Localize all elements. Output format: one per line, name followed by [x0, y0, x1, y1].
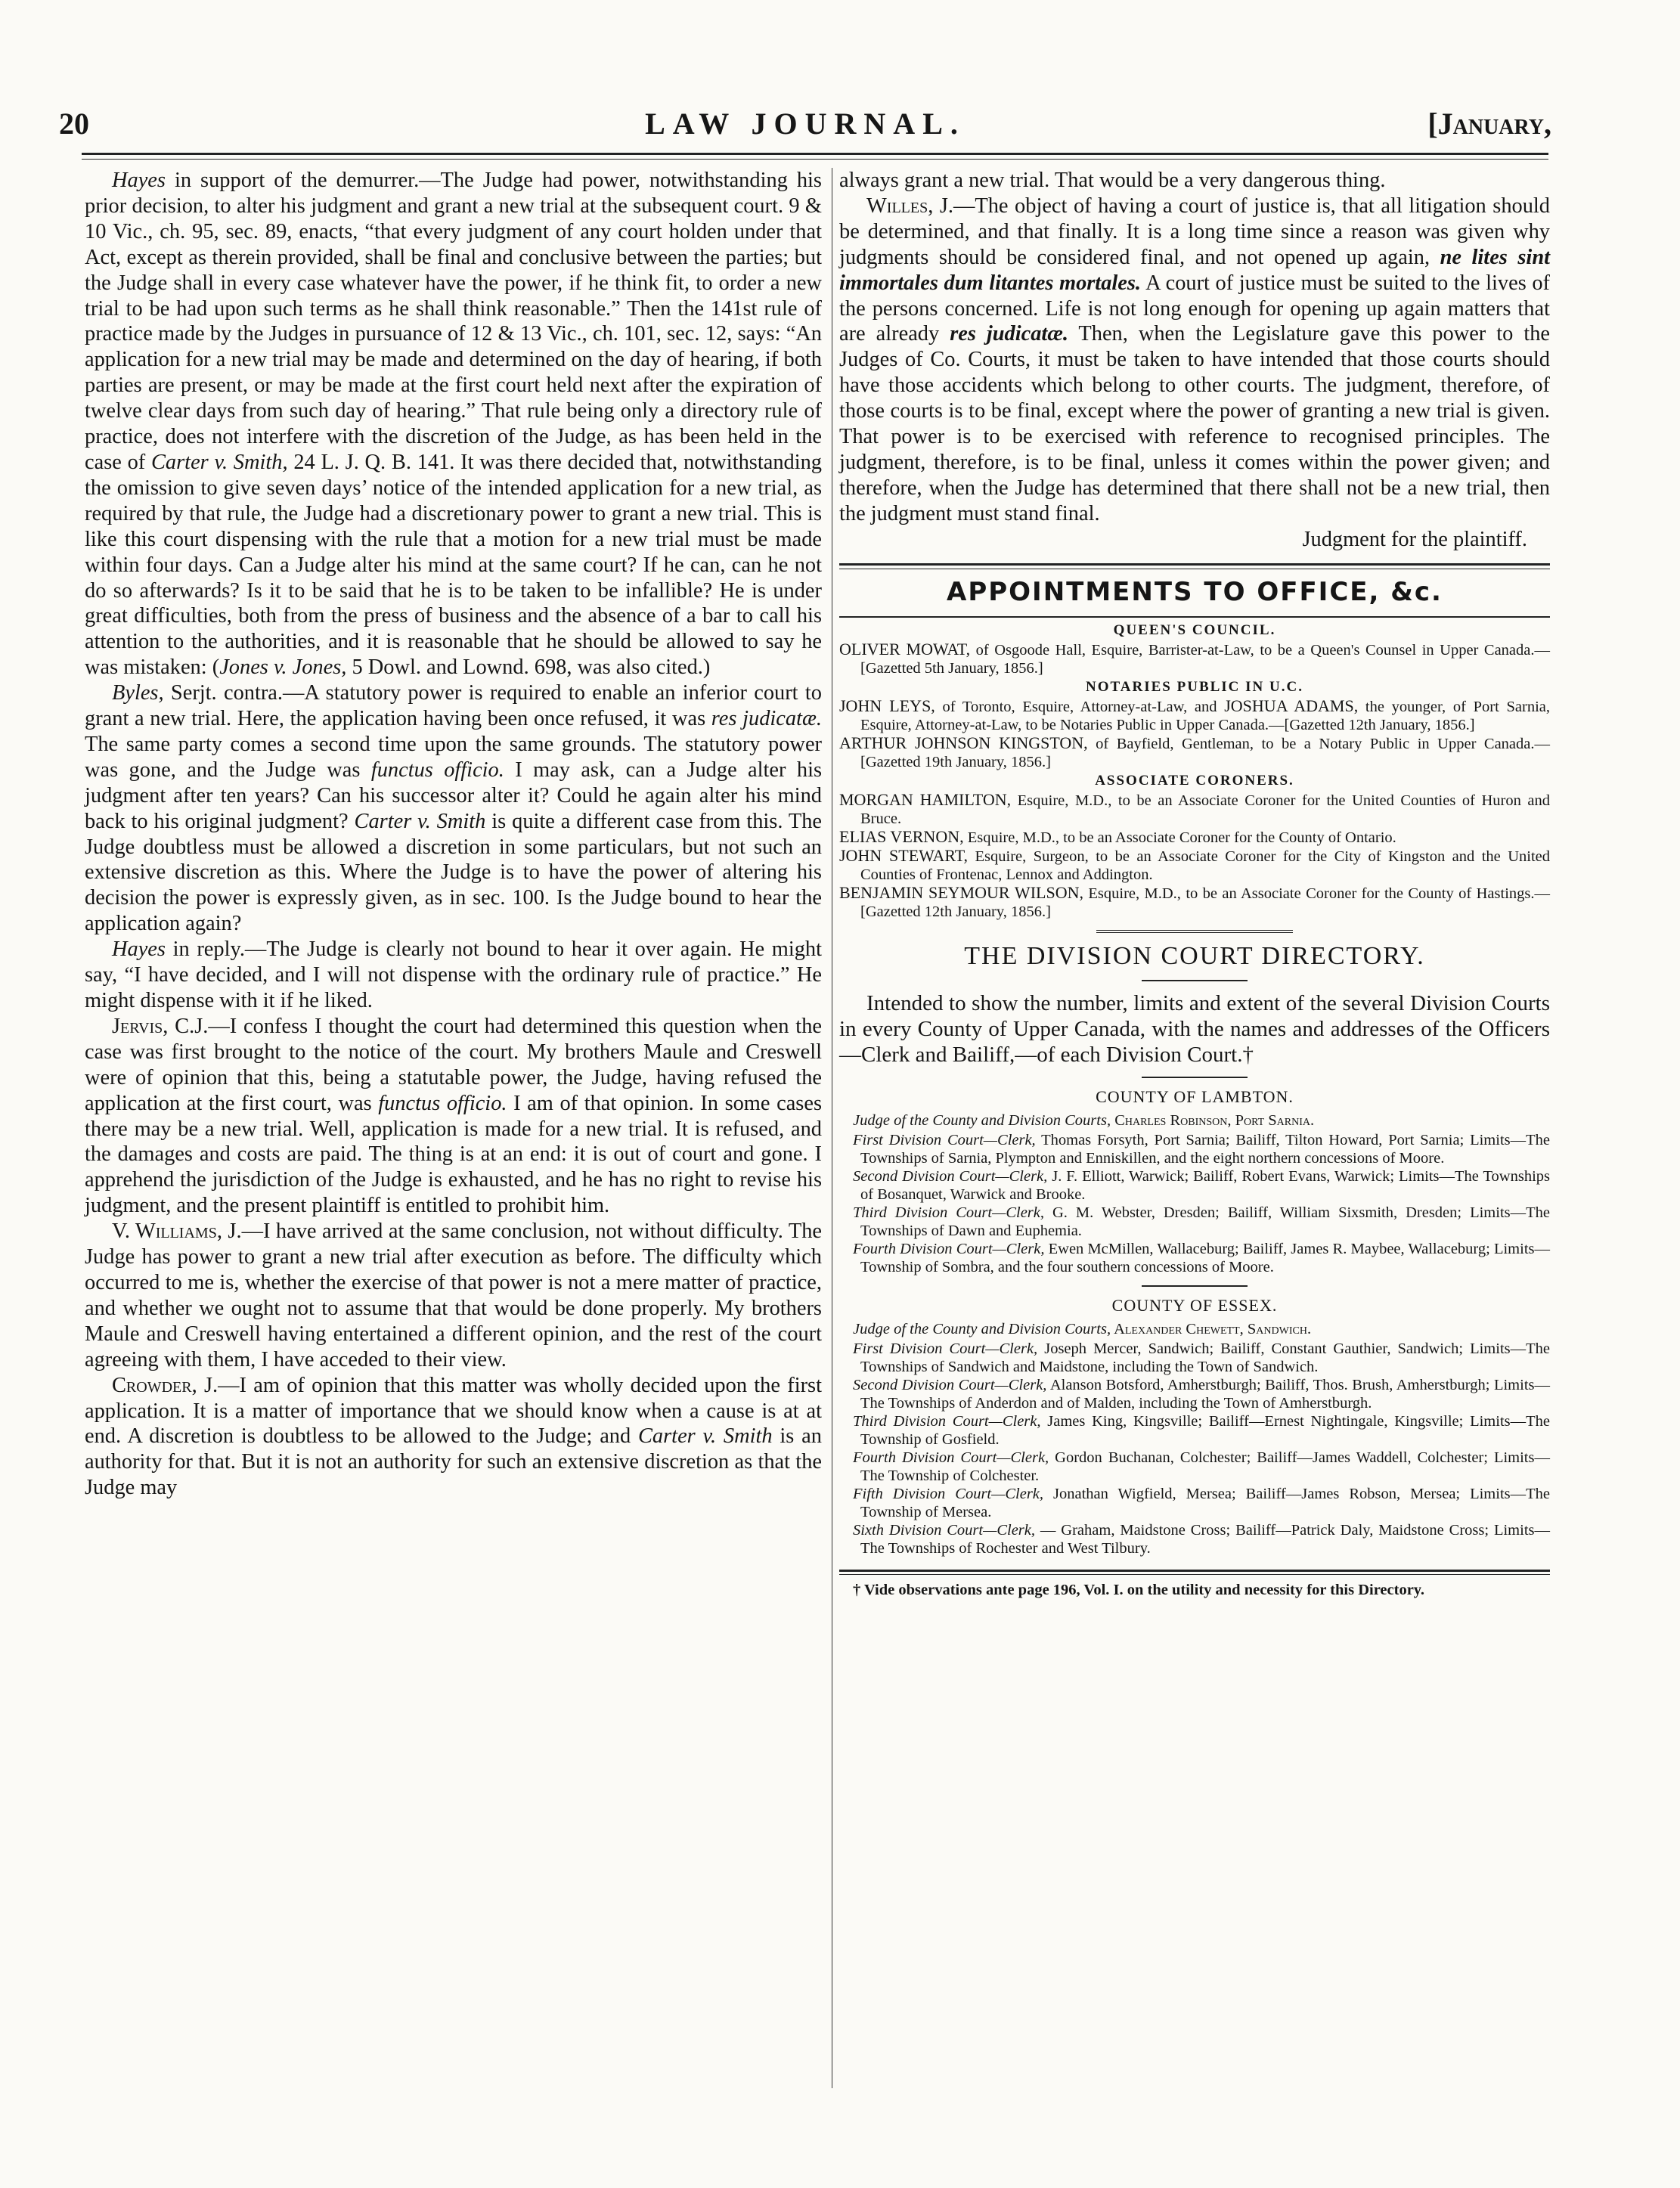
latin-maxim: ne lites sint immortales dum litantes mortales.	[839, 245, 1551, 295]
appointment-entry	[839, 697, 1550, 734]
case-citation: Carter v. Smith	[638, 1424, 773, 1449]
paragraph-williams	[85, 1219, 822, 1372]
appointment-text: of Toronto, Esquire, Attorney-at-Law, and	[935, 698, 1225, 715]
latin-term: res judicatæ.	[711, 707, 822, 731]
judgment-line: Judgment for the plaintiff.	[1302, 527, 1527, 551]
court-details: Ewen McMillen, Wallaceburg; Bailiff, James R. Maybee, Wallaceburg; Limits—Township of Sombra, and the four southern concessions of Moore.	[860, 1240, 1550, 1275]
paragraph-text: Serjt. contra.—A statutory power is required to enable an inferior court to grant a new trial. Here, the application having been once refused, it was	[85, 681, 822, 731]
speaker-name: Hayes	[112, 937, 166, 962]
county-heading-essex: COUNTY OF ESSEX.	[1111, 1295, 1278, 1315]
running-month: [January,	[1427, 107, 1551, 141]
paragraph-text: —I have arrived at the same conclusion, not without difficulty. The Judge has power to grant a new trial after execution as before. The difficulty which occurred to me is, whether the exercise of that power is not a mere matter of practice, and whether we ought not to assume that that would be done properly. My brothers Maule and Creswell having entertained a different opinion, and the rest of the court agreeing with them, I have acceded to their view.	[85, 1220, 822, 1371]
section-rule	[839, 563, 1550, 569]
court-details: Jonathan Wigfield, Mersea; Bailiff—James Robson, Mersea; Limits—The Township of Mersea.	[860, 1485, 1550, 1520]
case-citation: Carter v. Smith,	[151, 450, 288, 474]
coroners-heading: ASSOCIATE CORONERS.	[1095, 772, 1294, 789]
division-court-entry	[839, 1340, 1550, 1376]
directory-title: THE DIVISION COURT DIRECTORY.	[964, 941, 1425, 970]
judge-label: Judge of the County and Division Courts,	[853, 1111, 1111, 1129]
judge-name: Alexander Chewett, Sandwich.	[1111, 1320, 1312, 1337]
county-judge	[839, 1320, 1550, 1338]
appointment-text: of Osgoode Hall, Esquire, Barrister-at-Law, to be a Queen's Counsel in Upper Canada.—[Gazetted 5th January, 1856.]	[860, 641, 1551, 677]
appointment-entry	[839, 734, 1550, 771]
directory-intro: Intended to show the number, limits and extent of the several Division Courts in every County of Upper Canada, with the names and addresses of the Officers—Clerk and Bailiff,—of each Division Court.†	[839, 990, 1550, 1067]
appointment-text: Esquire, M.D., to be an Associate Coroner for the County of Ontario.	[963, 829, 1396, 846]
right-column	[839, 168, 1550, 1599]
section-rule	[1142, 980, 1248, 981]
division-court-entry	[839, 1412, 1550, 1449]
paragraph-crowder	[85, 1373, 822, 1502]
court-details: G. M. Webster, Dresden; Bailiff, William Sixsmith, Dresden; Limits—The Townships of Dawn and Euphemia.	[860, 1204, 1550, 1239]
footnote-rule	[839, 1570, 1550, 1575]
appointment-entry	[839, 847, 1550, 884]
court-label: Second Division Court—Clerk,	[853, 1376, 1047, 1393]
appointment-entry	[839, 884, 1550, 921]
paragraph-text: 24 L. J. Q. B. 141. It was there decided that, notwithstanding the omission to give seven days’ notice of the intended application for a new trial, as required by that rule, the Judge had a discretionary power to grant a new trial. This is like this court dispensing with the rule that a motion for a new trial must be made within four days. Can a Judge alter his mind at the same court? If he can, can he not do so afterwards? Is it to be said that he is to be taken to be infallible? He is under great difficulties, both from the press of business and the absence of a bar to call his attention to the authorities, and it is reasonable that he should be allowed to say he was mistaken: (	[85, 450, 822, 680]
division-court-entry	[839, 1485, 1550, 1521]
appointment-text: the younger, of Port Sarnia, Esquire, Attorney-at-Law, to be Notaries Public in Upper Canada.—[Gazetted 12th January, 1856.]	[860, 698, 1550, 733]
division-court-entry	[839, 1204, 1550, 1240]
judge-name: Crowder, J.	[112, 1373, 219, 1397]
paragraph-text: —I confess I thought the court had determined this question when the case was first brought to the notice of the court. My brothers Maule and Creswell were of opinion that this, being a statutable power, the Judge, having refused the application at the first court, was	[85, 1014, 822, 1115]
appointee-name: JOHN STEWART,	[839, 845, 969, 865]
paragraph-text: in reply.—The Judge is clearly not bound to hear it over again. He might say, “I have decided, and I will not dispense with the ordinary rule of practice.” He might dispense with it if he liked.	[85, 937, 822, 1012]
footnote: † Vide observations ante page 196, Vol. I. on the utility and necessity for this Directory.	[853, 1581, 1425, 1598]
court-details: James King, Kingsville; Bailiff—Ernest Nightingale, Kingsville; Limits—The Township of Gosfield.	[860, 1412, 1550, 1448]
section-rule	[1096, 930, 1293, 933]
appointee-name: JOHN LEYS,	[839, 696, 935, 715]
paragraph-text: in support of the demurrer.—The Judge had power, notwithstanding his prior decision, to alter his judgment and grant a new trial at the subsequent court. 9 & 10 Vic., ch. 95, sec. 89, enacts, “that every judgment of any court holden under that Act, except as therein provided, shall be final and conclusive between the parties; but the Judge shall in every case whatever have the power, if he think fit, to order a new trial to be had upon such terms as he shall think reasonable.” Then the 141st rule of practice made by the Judges in pursuance of 12 & 13 Vic., ch. 101, sec. 12, says: “An application for a new trial may be made and determined on the day of hearing, if both parties are present, or may be made at the first court held next after the expiration of twelve clear days from such day of hearing.” That rule being only a directory rule of practice, does not interfere with the discretion of the Judge, as has been held in the case of	[85, 169, 822, 474]
appointment-entry	[839, 791, 1550, 828]
court-details: Gordon Buchanan, Colchester; Bailiff—James Waddell, Colchester; Limits—The Township of Colchester.	[860, 1449, 1550, 1484]
division-court-entry	[839, 1131, 1550, 1167]
court-label: Third Division Court—Clerk,	[853, 1412, 1041, 1430]
paragraph-text: is an authority for that. But it is not an authority for such an extensive discretion as that the Judge may	[85, 1424, 822, 1500]
paragraph-willes	[839, 194, 1550, 527]
paragraph-text: Then, when the Legislature gave this power to the Judges of Co. Courts, it must be taken to have intended that those courts should have those accidents which belong to other courts. The judgment, therefore, of those courts is to be final, except where the power of granting a new trial is given. That power is to be exercised with reference to recognised principles. The judgment, therefore, is to be final, unless it comes within the power given; and therefore, when the Judge has determined that there shall not be a new trial, then the judgment must stand final.	[839, 322, 1551, 525]
paragraph-text: I may ask, can a Judge alter his judgment after ten years? Can his successor alter it? Could he again alter his mind back to his original judgment?	[85, 758, 823, 833]
court-label: Fourth Division Court—Clerk,	[853, 1240, 1045, 1257]
latin-term: functus officio.	[370, 758, 504, 782]
appointment-text: Esquire, M.D., to be an Associate Coroner for the County of Hastings.—[Gazetted 12th January, 1856.]	[860, 885, 1550, 920]
case-citation: Carter v. Smith	[354, 809, 486, 833]
appointee-name: ELIAS VERNON,	[839, 826, 964, 846]
appointment-text: Esquire, Surgeon, to be an Associate Coroner for the City of Kingston and the United Counties of Frontenac, Lennox and Addington.	[860, 848, 1550, 883]
appointment-entry	[839, 640, 1550, 677]
judge-name: Willes, J.	[866, 194, 953, 218]
appointment-text: of Bayfield, Gentleman, to be a Notary Public in Upper Canada.—[Gazetted 19th January, 1856.]	[860, 735, 1550, 770]
court-label: First Division Court—Clerk,	[853, 1131, 1036, 1148]
page-header	[59, 106, 1551, 151]
queens-council-heading: QUEEN'S COUNCIL.	[1113, 621, 1276, 638]
continuation-text: always grant a new trial. That would be a very dangerous thing.	[839, 169, 1386, 192]
paragraph-text: The same party comes a second time upon the same grounds. The statutory power was gone, and the Judge was	[85, 732, 822, 782]
appointee-name: BENJAMIN SEYMOUR WILSON,	[839, 882, 1083, 902]
court-details: — Graham, Maidstone Cross; Bailiff—Patrick Daly, Maidstone Cross; Limits—The Townships of Rochester and West Tilbury.	[860, 1521, 1550, 1557]
appointment-entry	[839, 828, 1550, 847]
paragraph-text: A court of justice must be suited to the lives of the persons concerned. Life is not long enough for opening up again matters that are already	[839, 271, 1550, 346]
division-court-entry	[839, 1240, 1550, 1276]
paragraph-hayes-reply	[85, 937, 822, 1014]
court-label: Third Division Court—Clerk,	[853, 1204, 1045, 1221]
court-details: J. F. Elliott, Warwick; Bailiff, Robert Evans, Warwick; Limits—The Townships of Bosanquet, Warwick and Brooke.	[860, 1167, 1550, 1203]
county-heading-lambton: COUNTY OF LAMBTON.	[1096, 1086, 1294, 1106]
paragraph-text: 5 Dowl. and Lownd. 698, was also cited.)	[346, 655, 711, 680]
court-label: First Division Court—Clerk,	[853, 1340, 1038, 1357]
division-court-entry	[839, 1449, 1550, 1485]
section-rule	[1142, 1077, 1248, 1078]
speaker-name: Hayes	[112, 169, 166, 192]
judge-name: Charles Robinson, Port Sarnia.	[1111, 1111, 1315, 1129]
court-label: Fourth Division Court—Clerk,	[853, 1449, 1049, 1466]
judge-label: Judge of the County and Division Courts,	[853, 1320, 1111, 1337]
notaries-heading: NOTARIES PUBLIC IN U.C.	[1086, 678, 1303, 695]
section-rule	[1142, 1285, 1248, 1287]
court-details: Joseph Mercer, Sandwich; Bailiff, Constant Gauthier, Sandwich; Limits—The Townships of Sandwich and Maidstone, including the Town of Sandwich.	[860, 1340, 1550, 1375]
page-number: 20	[59, 107, 89, 141]
paragraph-byles-contra	[85, 680, 822, 937]
journal-title: LAW JOURNAL.	[645, 107, 966, 141]
court-details: Alanson Botsford, Amherstburgh; Bailiff, Thos. Brush, Amherstburgh; Limits—The Townships of Anderdon and of Malden, including the Town of Amherstburgh.	[860, 1376, 1550, 1412]
division-court-entry	[839, 1376, 1550, 1412]
appointee-name: ARTHUR JOHNSON KINGSTON,	[839, 733, 1088, 752]
latin-term: functus officio.	[378, 1091, 507, 1115]
court-details: Thomas Forsyth, Port Sarnia; Bailiff, Tilton Howard, Port Sarnia; Limits—The Townships of Sarnia, Plympton and Enniskillen, and the eight northern concessions of Moore.	[860, 1131, 1550, 1167]
paragraph-text: is quite a different case from this. The Judge doubtless must be allowed a discretion in some particulars, but not such an extensive discretion as this. Where the Judge is to have the power of altering his decision the power is expressly given, as in sec. 100. Is the Judge bound to hear the application again?	[85, 809, 822, 936]
header-rule	[82, 153, 1548, 155]
appointee-name: OLIVER MOWAT,	[839, 639, 971, 659]
judgment-continuation	[839, 168, 1550, 553]
section-rule	[839, 616, 1550, 618]
judge-name: V. Williams, J.	[112, 1220, 242, 1244]
appointment-text: Esquire, M.D., to be an Associate Coroner for the United Counties of Huron and Bruce.	[860, 792, 1550, 827]
paragraph-hayes-argument	[85, 168, 822, 680]
paragraph-jervis	[85, 1014, 822, 1219]
division-court-entry	[839, 1167, 1550, 1204]
court-label: Second Division Court—Clerk,	[853, 1167, 1048, 1185]
header-rule-thin	[82, 159, 1548, 160]
appointee-name: MORGAN HAMILTON,	[839, 789, 1012, 809]
court-label: Sixth Division Court—Clerk,	[853, 1521, 1035, 1539]
speaker-name: Byles,	[112, 681, 164, 705]
appointee-name: JOSHUA ADAMS,	[1224, 696, 1359, 715]
left-column	[85, 168, 822, 1501]
case-citation: Jones v. Jones,	[219, 655, 347, 680]
paragraph-text: —I am of opinion that this matter was wholly decided upon the first application. It is a matter of importance that we should know when a cause is at at end. A discretion is doubtless to be allowed to the Judge; and	[85, 1373, 822, 1449]
latin-term: res judicatæ.	[950, 322, 1068, 346]
appointments-title: APPOINTMENTS TO OFFICE, &c.	[947, 576, 1443, 607]
paragraph-text: I am of that opinion. In some cases there may be a new trial. Well, application is made for a new trial. It is refused, and the damages and costs are paid. The thing is at an end: it is out of court and gone. I apprehend the jurisdiction of the Judge is exhausted, and he has no right to revise his judgment, and the present plaintiff is entitled to prohibit him.	[85, 1091, 822, 1218]
division-court-entry	[839, 1521, 1550, 1557]
court-label: Fifth Division Court—Clerk,	[853, 1485, 1044, 1502]
county-judge	[839, 1111, 1550, 1130]
judge-name: Jervis, C.J.	[112, 1014, 209, 1038]
paragraph-text: —The object of having a court of justice is, that all litigation should be determined, and that finally. It is a long time since a reason was given why judgments should be considered final, and not opened up again,	[839, 194, 1550, 269]
